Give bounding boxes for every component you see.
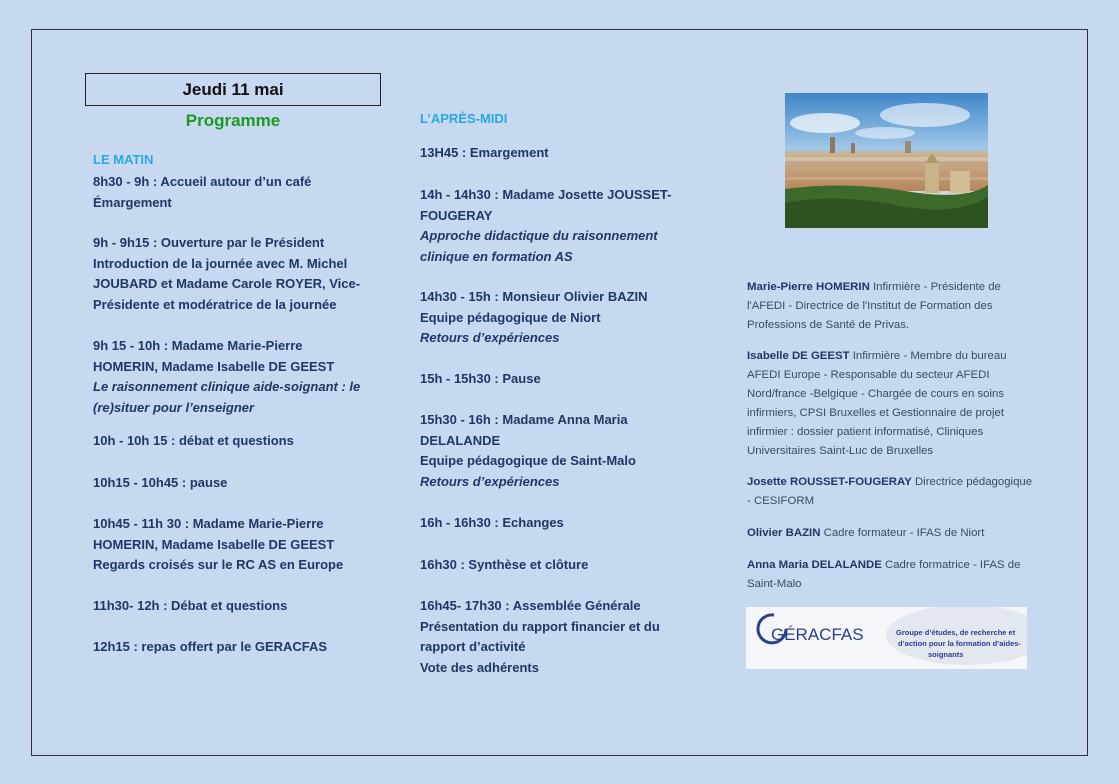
- item-italic: Le raisonnement clinique aide-soignant : le: [93, 379, 361, 394]
- item-line: 15h - 15h30 : Pause: [420, 371, 541, 386]
- geracfas-logo: [746, 607, 1027, 669]
- item-line: Vote des adhérents: [420, 659, 539, 675]
- speaker-bio: [747, 556, 1037, 594]
- afternoon-item-8: [420, 596, 660, 678]
- item-line: 10h15 - 10h45 : pause: [93, 475, 228, 490]
- item-line: Introduction de la journée avec M. Michel: [93, 255, 348, 271]
- item-line: Présentation du rapport financier et du: [420, 618, 660, 634]
- item-line: 10h45 - 11h 30 : Madame Marie-Pierre: [93, 516, 324, 531]
- city-photo: [785, 93, 988, 228]
- item-line: 16h30 : Synthèse et clôture: [420, 557, 589, 572]
- speaker-desc: Directrice pédagogique - CESIFORM: [747, 476, 1033, 507]
- morning-item-5: [93, 473, 227, 494]
- item-italic: (re)situer pour l’enseigner: [93, 399, 255, 415]
- morning-item-8: [93, 637, 327, 658]
- item-line: DELALANDE: [420, 432, 501, 448]
- item-line: Émargement: [93, 194, 172, 210]
- item-line: 16h45- 17h30 : Assemblée Générale: [420, 598, 641, 613]
- item-italic: Retours d’expériences: [420, 330, 560, 345]
- morning-item-2: [93, 233, 360, 315]
- item-line: 16h - 16h30 : Echanges: [420, 515, 564, 530]
- morning-item-6: [93, 514, 343, 576]
- item-line: rapport d’activité: [420, 639, 526, 654]
- speaker-name: Isabelle DE GEEST: [747, 350, 850, 362]
- speaker-name: Olivier BAZIN: [747, 527, 821, 539]
- item-line: 14h - 14h30 : Madame Josette JOUSSET-: [420, 187, 672, 202]
- item-line: Présidente et modératrice de la journée: [93, 296, 337, 312]
- item-line: Regards croisés sur le RC AS en Europe: [93, 557, 344, 572]
- afternoon-item-4: [420, 369, 541, 390]
- item-line: 12h15 : repas offert par le GERACFAS: [93, 639, 328, 654]
- speaker-desc: Cadre formateur - IFAS de Niort: [820, 527, 985, 539]
- afternoon-item-2: [420, 185, 671, 267]
- speaker-desc: Infirmière - Présidente de l'AFEDI - Directrice de l'Institut de Formation des Professions de Santé de Privas.: [747, 281, 1001, 331]
- speaker-name: Marie-Pierre HOMERIN: [747, 281, 870, 293]
- afternoon-item-1: [420, 143, 549, 164]
- programme-title: Programme: [185, 111, 281, 130]
- logo-tagline-1: Groupe d’études, de recherche et: [896, 628, 1016, 637]
- item-line: 15h30 - 16h : Madame Anna Maria: [420, 412, 628, 427]
- logo-name: GÉRACFAS: [771, 625, 864, 644]
- item-italic: Retours d’expériences: [420, 473, 560, 489]
- item-line: 10h - 10h 15 : débat et questions: [93, 433, 294, 448]
- afternoon-item-5: [420, 410, 636, 492]
- item-line: FOUGERAY: [420, 207, 493, 223]
- logo-tagline-2: d’action pour la formation d’aides-: [898, 639, 1021, 648]
- item-line: 9h 15 - 10h : Madame Marie-Pierre: [93, 338, 303, 353]
- speaker-bio: [747, 347, 1037, 461]
- item-line: 14h30 - 15h : Monsieur Olivier BAZIN: [420, 289, 648, 304]
- speaker-desc: Infirmière - Membre du bureau AFEDI Europe - Responsable du secteur AFEDI Nord/france -Belgique - Chargée de cours en soins infirmiers, CPSI Bruxelles et Gestionnaire de projet infirmier : dossier patient informatisé, Cliniques Universitaires Saint-Luc de Bruxelles: [747, 350, 1007, 457]
- speaker-desc: Cadre formatrice - IFAS de Saint-Malo: [747, 559, 1021, 590]
- speaker-name: Anna Maria DELALANDE: [747, 559, 882, 571]
- afternoon-item-6: [420, 513, 564, 534]
- item-italic: clinique en formation AS: [420, 248, 573, 264]
- afternoon-item-7: [420, 555, 588, 576]
- afternoon-item-3: [420, 287, 648, 349]
- day-title: Jeudi 11 mai: [85, 73, 381, 106]
- item-line: Equipe pédagogique de Saint-Malo: [420, 453, 636, 468]
- morning-item-7: [93, 596, 287, 617]
- item-line: JOUBARD et Madame Carole ROYER, Vice-: [93, 276, 361, 291]
- item-line: HOMERIN, Madame Isabelle DE GEEST: [93, 536, 335, 552]
- item-line: 11h30- 12h : Débat et questions: [93, 598, 288, 613]
- item-line: HOMERIN, Madame Isabelle DE GEEST: [93, 358, 335, 374]
- afternoon-heading: L’APRÈS-MIDI: [420, 111, 508, 126]
- item-line: 8h30 - 9h : Accueil autour d’un café: [93, 174, 312, 189]
- item-line: 9h - 9h15 : Ouverture par le Président: [93, 235, 325, 250]
- logo-tagline-3: soignants: [928, 650, 964, 659]
- morning-item-3: [93, 336, 360, 418]
- speaker-name: Josette ROUSSET-FOUGERAY: [747, 476, 912, 488]
- speaker-bio: [747, 473, 1037, 511]
- item-line: Equipe pédagogique de Niort: [420, 309, 601, 325]
- item-italic: Approche didactique du raisonnement: [420, 228, 658, 243]
- morning-item-4: [93, 431, 294, 452]
- speaker-bio: [747, 524, 1037, 543]
- speaker-bio: [747, 278, 1037, 335]
- morning-heading: LE MATIN: [93, 152, 154, 167]
- morning-item-1: [93, 172, 311, 213]
- item-line: 13H45 : Emargement: [420, 145, 549, 160]
